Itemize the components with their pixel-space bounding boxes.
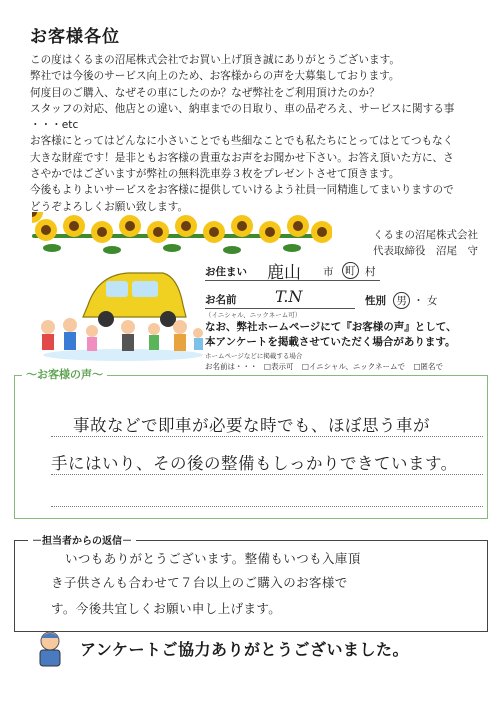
address-label: お住まい: [205, 266, 247, 278]
customer-voice-box: [14, 375, 488, 519]
option-anonymous: □匿名で: [413, 362, 444, 371]
staff-reply-title: －担当者からの返信－: [28, 532, 136, 547]
notice-line: なお、弊社ホームページにて『お客様の声』として、: [205, 321, 457, 333]
gender-label: 性別: [365, 295, 386, 307]
address-row: [205, 258, 380, 281]
town-label: 町: [342, 262, 359, 279]
intro-text: [30, 52, 482, 215]
village-label: 村: [365, 266, 376, 278]
name-hint: （イニシャル、ニックネーム可）: [205, 311, 302, 319]
name-value: T.N: [275, 287, 303, 306]
reply-line: き子供さんも合わせて７台以上のご購入のお客様で: [51, 575, 348, 590]
company-name: くるまの沼尾株式会社: [373, 229, 478, 241]
intro-line: 大きな財産です！是非ともお客様の貴重なお声をお聞かせ下さい。お答え頂いた方に、さ: [30, 151, 454, 164]
staff-reply-box: [14, 540, 488, 632]
thank-you-message: アンケートご協力ありがとうございました。: [80, 640, 410, 659]
rule-line: [51, 474, 483, 475]
name-options-heading: ホームページなどに掲載する場合: [205, 352, 303, 360]
intro-line: さやかではございますが弊社の無料洗車券３枚をプレゼントさせて頂きます。: [30, 168, 400, 181]
name-label: お名前: [205, 294, 237, 306]
car-people-illustration: [28, 255, 206, 365]
intro-line: 何度目のご購入、なぜその車にしたのか？なぜ弊社をご利用頂けたのか？: [30, 86, 380, 99]
name-row: [205, 286, 355, 309]
reply-line: いつもありがとうございます。整備もいつも入庫頂: [65, 551, 361, 566]
intro-line: どうぞよろしくお願い致します。: [30, 200, 189, 213]
customer-voice-title: ～お客様の声～: [22, 366, 107, 382]
rule-line: [51, 506, 483, 507]
voice-line: 手にはいり、その後の整備もしっかりできています。: [51, 454, 458, 473]
signature: [373, 227, 478, 259]
notice-line: 本アンケートを掲載させていただく場合があります。: [205, 336, 456, 348]
homepage-notice: [205, 320, 457, 350]
rule-line: [51, 436, 483, 437]
voice-line: 事故などで即車が必要な時でも、ほぼ思う車が: [73, 416, 430, 435]
option-display-ok: □表示可: [263, 362, 294, 371]
representative: 代表取締役 沼尾 守: [373, 245, 478, 257]
staff-mascot-icon: [30, 628, 70, 668]
intro-line: スタッフの対応、他店との違い、納車までの日取り、車の品ぞろえ、サービスに関する事: [30, 102, 455, 115]
address-value: 鹿山: [267, 263, 301, 283]
name-options: [205, 361, 443, 372]
option-initials: □イニシャル、ニックネームで: [301, 362, 406, 371]
intro-line: お客様にとってはどんなに小さいことでも些細なことでも私たちにとってはとてつもなく: [30, 135, 454, 148]
city-label: 市: [323, 266, 334, 278]
page-title: お客様各位: [30, 27, 120, 47]
reply-line: す。今後共宜しくお願い申し上げます。: [51, 601, 282, 616]
gender-field: [365, 292, 438, 309]
gender-separator: ・: [413, 295, 424, 307]
intro-line: ・・・etc: [30, 119, 79, 132]
female-option: 女: [427, 295, 438, 307]
name-options-prefix: お名前は・・・: [205, 362, 258, 371]
male-option: 男: [393, 292, 410, 309]
intro-line: この度はくるまの沼尾株式会社でお買い上げ頂き誠にありがとうございます。: [30, 54, 400, 66]
intro-line: 弊社では今後のサービス向上のため、お客様からの声を大募集しております。: [30, 70, 400, 83]
intro-line: 今後もよりよいサービスをお客様に提供していけるよう社員一同精進してまいりますので: [30, 184, 454, 197]
